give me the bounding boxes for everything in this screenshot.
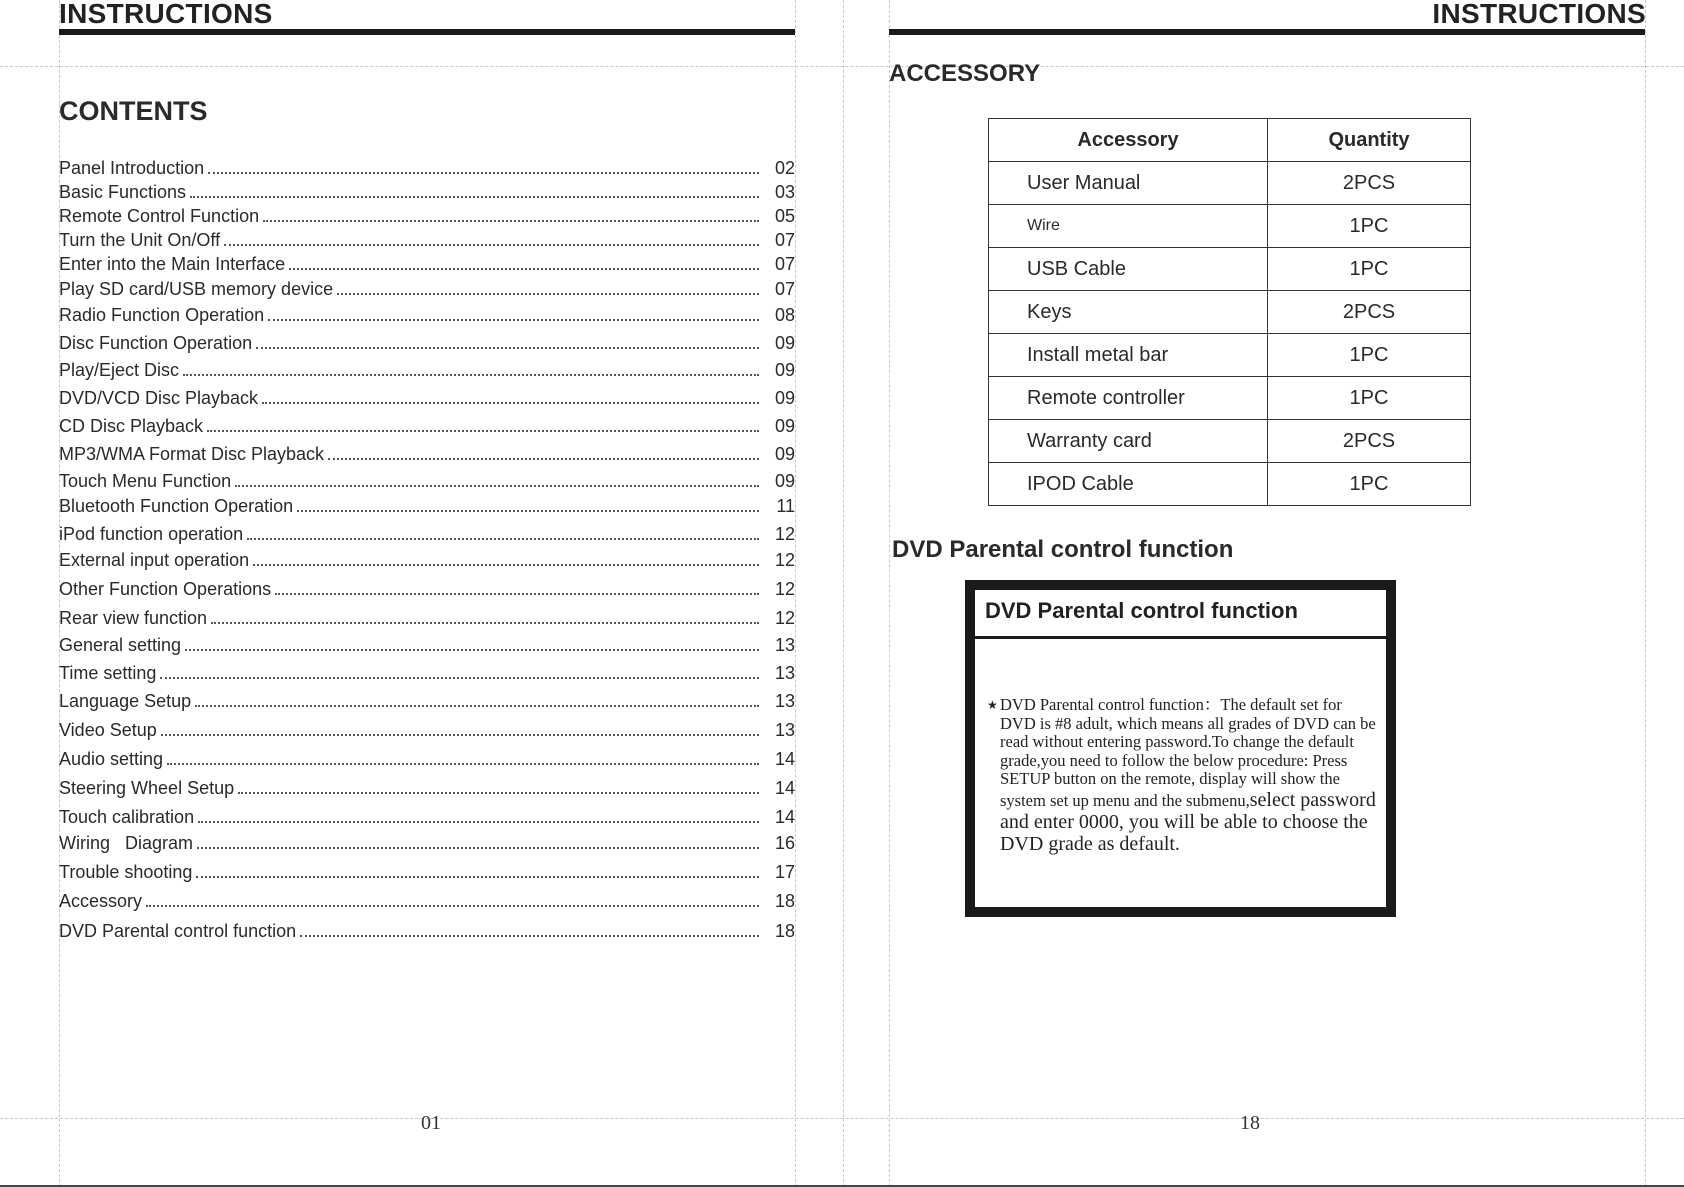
toc-page: 13 [774,635,795,655]
toc-leader [207,430,759,432]
toc-label: MP3/WMA Format Disc Playback [59,444,325,464]
toc-entry[interactable] [59,576,795,600]
accessory-title: ACCESSORY [889,60,1041,87]
toc-page: 14 [774,807,795,827]
accessory-qty: 1PC [1268,377,1471,420]
description-paragraph [1000,696,1377,855]
parental-control-description [987,696,1377,855]
toc-label: Other Function Operations [59,579,272,599]
toc-page: 11 [776,496,795,516]
crop-mark [795,0,796,1187]
toc-entry[interactable] [59,632,795,656]
accessory-item: USB Cable [989,248,1268,291]
table-row [989,291,1471,334]
table-row [989,420,1471,463]
toc-label: General setting [59,635,182,655]
toc-leader [195,705,759,707]
table-row [989,334,1471,377]
accessory-qty: 2PCS [1268,291,1471,334]
table-row [989,377,1471,420]
toc-entry[interactable] [59,830,795,854]
toc-entry[interactable] [59,859,795,883]
right-header-rule [889,29,1645,35]
toc-label: Touch Menu Function [59,471,232,491]
accessory-item: Install metal bar [989,334,1268,377]
toc-label: Radio Function Operation [59,305,265,325]
toc-label: External input operation [59,550,250,570]
toc-label: Accessory [59,891,143,911]
toc-leader [224,244,759,246]
accessory-item: User Manual [989,162,1268,205]
toc-entry[interactable] [59,441,795,465]
toc-leader [247,538,759,540]
toc-label: Bluetooth Function Operation [59,496,294,516]
toc-page: 09 [774,333,795,353]
toc-entry[interactable] [59,775,795,799]
toc-entry[interactable] [59,660,795,684]
toc-page: 16 [774,833,795,853]
toc-entry[interactable] [59,385,795,409]
table-row [989,162,1471,205]
toc-label: Steering Wheel Setup [59,778,235,798]
toc-entry[interactable] [59,357,795,381]
toc-page: 13 [774,720,795,740]
toc-entry[interactable] [59,302,795,326]
toc-leader [300,935,759,937]
parental-control-title: DVD Parental control function [892,536,1234,563]
column-header-quantity: Quantity [1268,119,1471,162]
toc-label: Turn the Unit On/Off [59,230,221,250]
toc-leader [238,792,759,794]
toc-leader [263,220,759,222]
toc-leader [253,564,759,566]
toc-page: 18 [774,891,795,911]
right-page-number: 18 [1240,1112,1260,1134]
toc-entry[interactable] [59,804,795,828]
toc-leader [183,374,759,376]
toc-label: Wiring Diagram [59,833,194,853]
toc-page: 07 [774,279,795,299]
accessory-item: Warranty card [989,420,1268,463]
parental-control-box [965,580,1396,917]
toc-page: 12 [774,579,795,599]
table-header-row [989,119,1471,162]
panel-title: DVD Parental control function [985,598,1298,623]
column-header-accessory: Accessory [989,119,1268,162]
toc-entry[interactable] [59,521,795,545]
accessory-item: Remote controller [989,377,1268,420]
toc-leader [328,458,759,460]
toc-entry[interactable] [59,155,795,179]
accessory-qty: 1PC [1268,463,1471,506]
toc-label: DVD/VCD Disc Playback [59,388,259,408]
toc-entry[interactable] [59,688,795,712]
toc-label: Enter into the Main Interface [59,254,286,274]
toc-label: CD Disc Playback [59,416,204,436]
toc-page: 12 [774,550,795,570]
accessory-qty: 2PCS [1268,162,1471,205]
toc-leader [256,347,759,349]
description-text-large: select password and enter 0000, you will be able to choose the DVD grade as default. [1000,788,1376,855]
crop-mark [0,1118,1684,1119]
toc-label: Video Setup [59,720,157,740]
table-row [989,248,1471,291]
toc-label: Disc Function Operation [59,333,253,353]
toc-entry[interactable] [59,547,795,571]
toc-leader [208,172,759,174]
crop-mark [0,66,1684,67]
table-row [989,463,1471,506]
toc-entry[interactable] [59,918,795,942]
toc-entry[interactable] [59,203,795,227]
toc-page: 07 [774,230,795,250]
toc-entry[interactable] [59,888,795,912]
toc-leader [268,319,759,321]
toc-leader [198,821,759,823]
toc-page: 13 [774,691,795,711]
left-header: INSTRUCTIONS [59,0,273,29]
toc-page: 18 [774,921,795,941]
toc-page: 09 [774,444,795,464]
toc-label: Trouble shooting [59,862,193,882]
toc-page: 13 [774,663,795,683]
contents-title: CONTENTS [59,96,208,126]
toc-leader [337,293,759,295]
toc-label: DVD Parental control function [59,921,297,941]
toc-entry[interactable] [59,468,795,492]
toc-leader [197,847,759,849]
toc-leader [211,622,759,624]
toc-leader [289,268,759,270]
toc-entry[interactable] [59,413,795,437]
left-page-number: 01 [421,1112,441,1134]
toc-label: Remote Control Function [59,206,260,226]
toc-page: 12 [774,524,795,544]
toc-entry[interactable] [59,227,795,251]
parental-control-panel [975,590,1386,907]
description-text: DVD Parental control function：The default set for DVD is #8 adult, which means all grades of DVD can be read without entering password.To change the default grade,you need to follow the below procedure: Press SETUP button on the remote, display will show the system set up menu and the submenu, [1000,695,1376,810]
toc-leader [297,510,759,512]
toc-entry[interactable] [59,276,795,300]
toc-leader [262,402,759,404]
toc-page: 09 [774,416,795,436]
toc-label: iPod function operation [59,524,244,544]
toc-page: 07 [774,254,795,274]
toc-page: 17 [774,862,795,882]
toc-page: 14 [774,778,795,798]
panel-title-bar [975,590,1386,639]
right-header: INSTRUCTIONS [1432,0,1646,29]
toc-label: Panel Introduction [59,158,205,178]
toc-entry[interactable] [59,493,795,517]
accessory-item: IPOD Cable [989,463,1268,506]
accessory-qty: 2PCS [1268,420,1471,463]
crop-mark [1645,0,1646,1187]
toc-page: 08 [774,305,795,325]
toc-leader [160,677,759,679]
crop-mark [843,0,844,1187]
accessory-qty: 1PC [1268,334,1471,377]
toc-leader [235,485,759,487]
crop-mark [889,0,890,1187]
accessory-item: Keys [989,291,1268,334]
toc-label: Touch calibration [59,807,195,827]
toc-page: 12 [774,608,795,628]
star-bullet-icon: ★ [987,698,998,712]
toc-leader [275,593,759,595]
toc-label: Time setting [59,663,157,683]
left-header-rule [59,29,795,35]
accessory-table [988,118,1471,506]
toc-page: 05 [774,206,795,226]
toc-entry[interactable] [59,251,795,275]
toc-leader [185,649,759,651]
toc-label: Play SD card/USB memory device [59,279,334,299]
toc-page: 09 [774,360,795,380]
toc-label: Rear view function [59,608,208,628]
toc-leader [161,734,759,736]
toc-leader [196,876,759,878]
toc-page: 03 [774,182,795,202]
accessory-item: Wire [989,205,1268,248]
toc-entry[interactable] [59,330,795,354]
toc-entry[interactable] [59,746,795,770]
toc-label: Language Setup [59,691,192,711]
toc-leader [167,763,759,765]
toc-label: Basic Functions [59,182,187,202]
toc-leader [146,905,759,907]
toc-label: Play/Eject Disc [59,360,180,380]
table-row [989,205,1471,248]
accessory-qty: 1PC [1268,248,1471,291]
accessory-qty: 1PC [1268,205,1471,248]
toc-leader [190,196,759,198]
toc-entry[interactable] [59,605,795,629]
toc-entry[interactable] [59,717,795,741]
toc-page: 02 [774,158,795,178]
toc-page: 09 [774,388,795,408]
toc-entry[interactable] [59,179,795,203]
toc-page: 14 [774,749,795,769]
toc-label: Audio setting [59,749,164,769]
toc-page: 09 [774,471,795,491]
